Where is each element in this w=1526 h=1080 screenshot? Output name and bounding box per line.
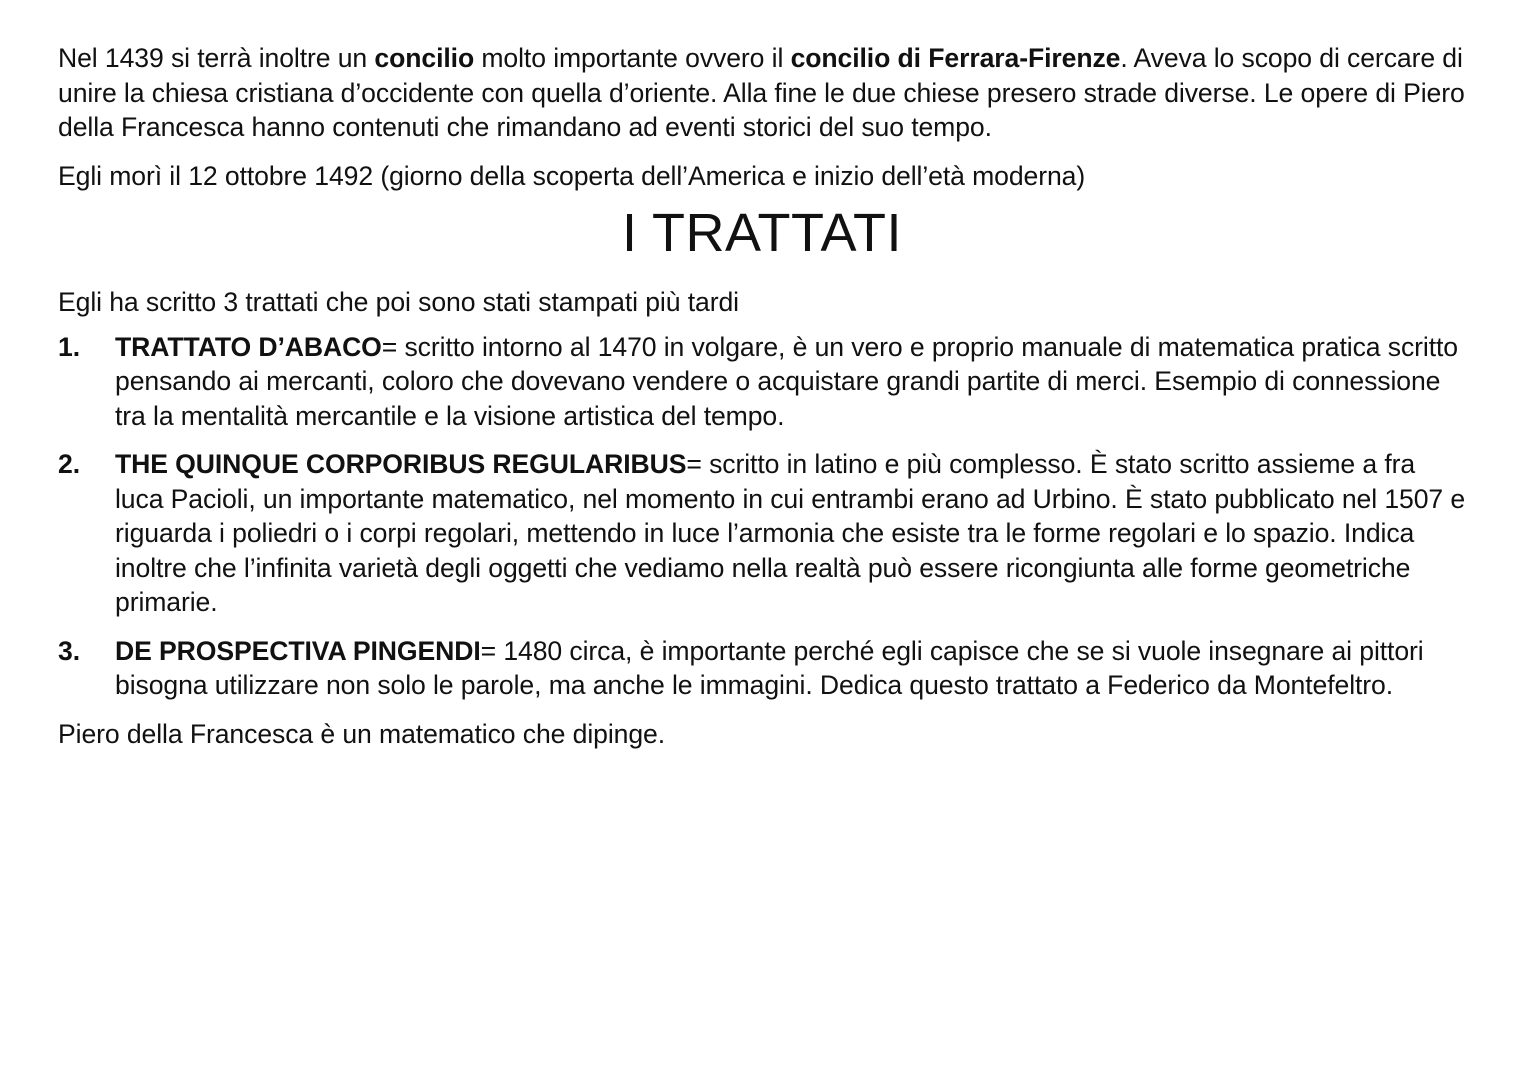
- list-item: [58, 330, 1466, 434]
- treatise-list: [58, 330, 1466, 703]
- closing-sentence: Piero della Francesca è un matematico che dipinge.: [58, 718, 665, 749]
- treatise-title: DE PROSPECTIVA PINGENDI: [115, 635, 481, 666]
- section-title: I TRATTATI: [622, 203, 902, 263]
- list-item: [58, 447, 1466, 620]
- treatise-description: = 1480 circa, è importante perché egli capisce che se si vuole insegnare ai pittori bisogna utilizzare non solo le parole, ma anche le immagini. Dedica questo trattato a Federico da Montefeltro.: [115, 635, 1424, 700]
- paragraph-text: . Aveva lo scopo di cercare di unire la chiesa cristiana d’occidente con quella d’oriente. Alla fine le due chiese presero strade diverse. Le opere di Piero della Francesca hanno contenuti che rimandano ad eventi storici del suo tempo.: [58, 43, 1465, 142]
- treatise-description: = scritto intorno al 1470 in volgare, è un vero e proprio manuale di matematica pratica scritto pensando ai mercanti, coloro che dovevano vendere o acquistare grandi partite di merci. Esempio di connessione tra la mentalità mercantile e la visione artistica del tempo.: [115, 331, 1459, 431]
- section-intro: Egli ha scritto 3 trattati che poi sono stati stampati più tardi: [58, 287, 739, 317]
- list-item: [58, 634, 1466, 703]
- list-number: 2.: [58, 449, 80, 479]
- paragraph-concilio: [58, 41, 1466, 145]
- paragraph-text: molto importante ovvero il: [474, 43, 791, 73]
- bold-term: concilio di Ferrara-Firenze: [790, 43, 1121, 73]
- paragraph-text: Nel 1439 si terrà inoltre un: [58, 43, 375, 73]
- paragraph-death: Egli morì il 12 ottobre 1492 (giorno della scoperta dell’America e inizio dell’età moderna): [58, 160, 1086, 191]
- bold-term: concilio: [374, 43, 475, 73]
- treatise-description: = scritto in latino e più complesso. È stato scritto assieme a fra luca Pacioli, un importante matematico, nel momento in cui entrambi erano ad Urbino. È stato pubblicato nel 1507 e riguarda i poliedri o i corpi regolari, mettendo in luce l’armonia che esiste tra le forme regolari e lo spazio. Indica inoltre che l’infinita varietà degli oggetti che vediamo nella realtà può essere ricongiunta alle forme geometriche primarie.: [115, 449, 1466, 617]
- list-number: 3.: [58, 635, 80, 666]
- treatise-title: THE QUINQUE CORPORIBUS REGULARIBUS: [115, 449, 687, 479]
- treatise-title: TRATTATO D’ABACO: [115, 331, 382, 362]
- list-number: 1.: [58, 331, 80, 362]
